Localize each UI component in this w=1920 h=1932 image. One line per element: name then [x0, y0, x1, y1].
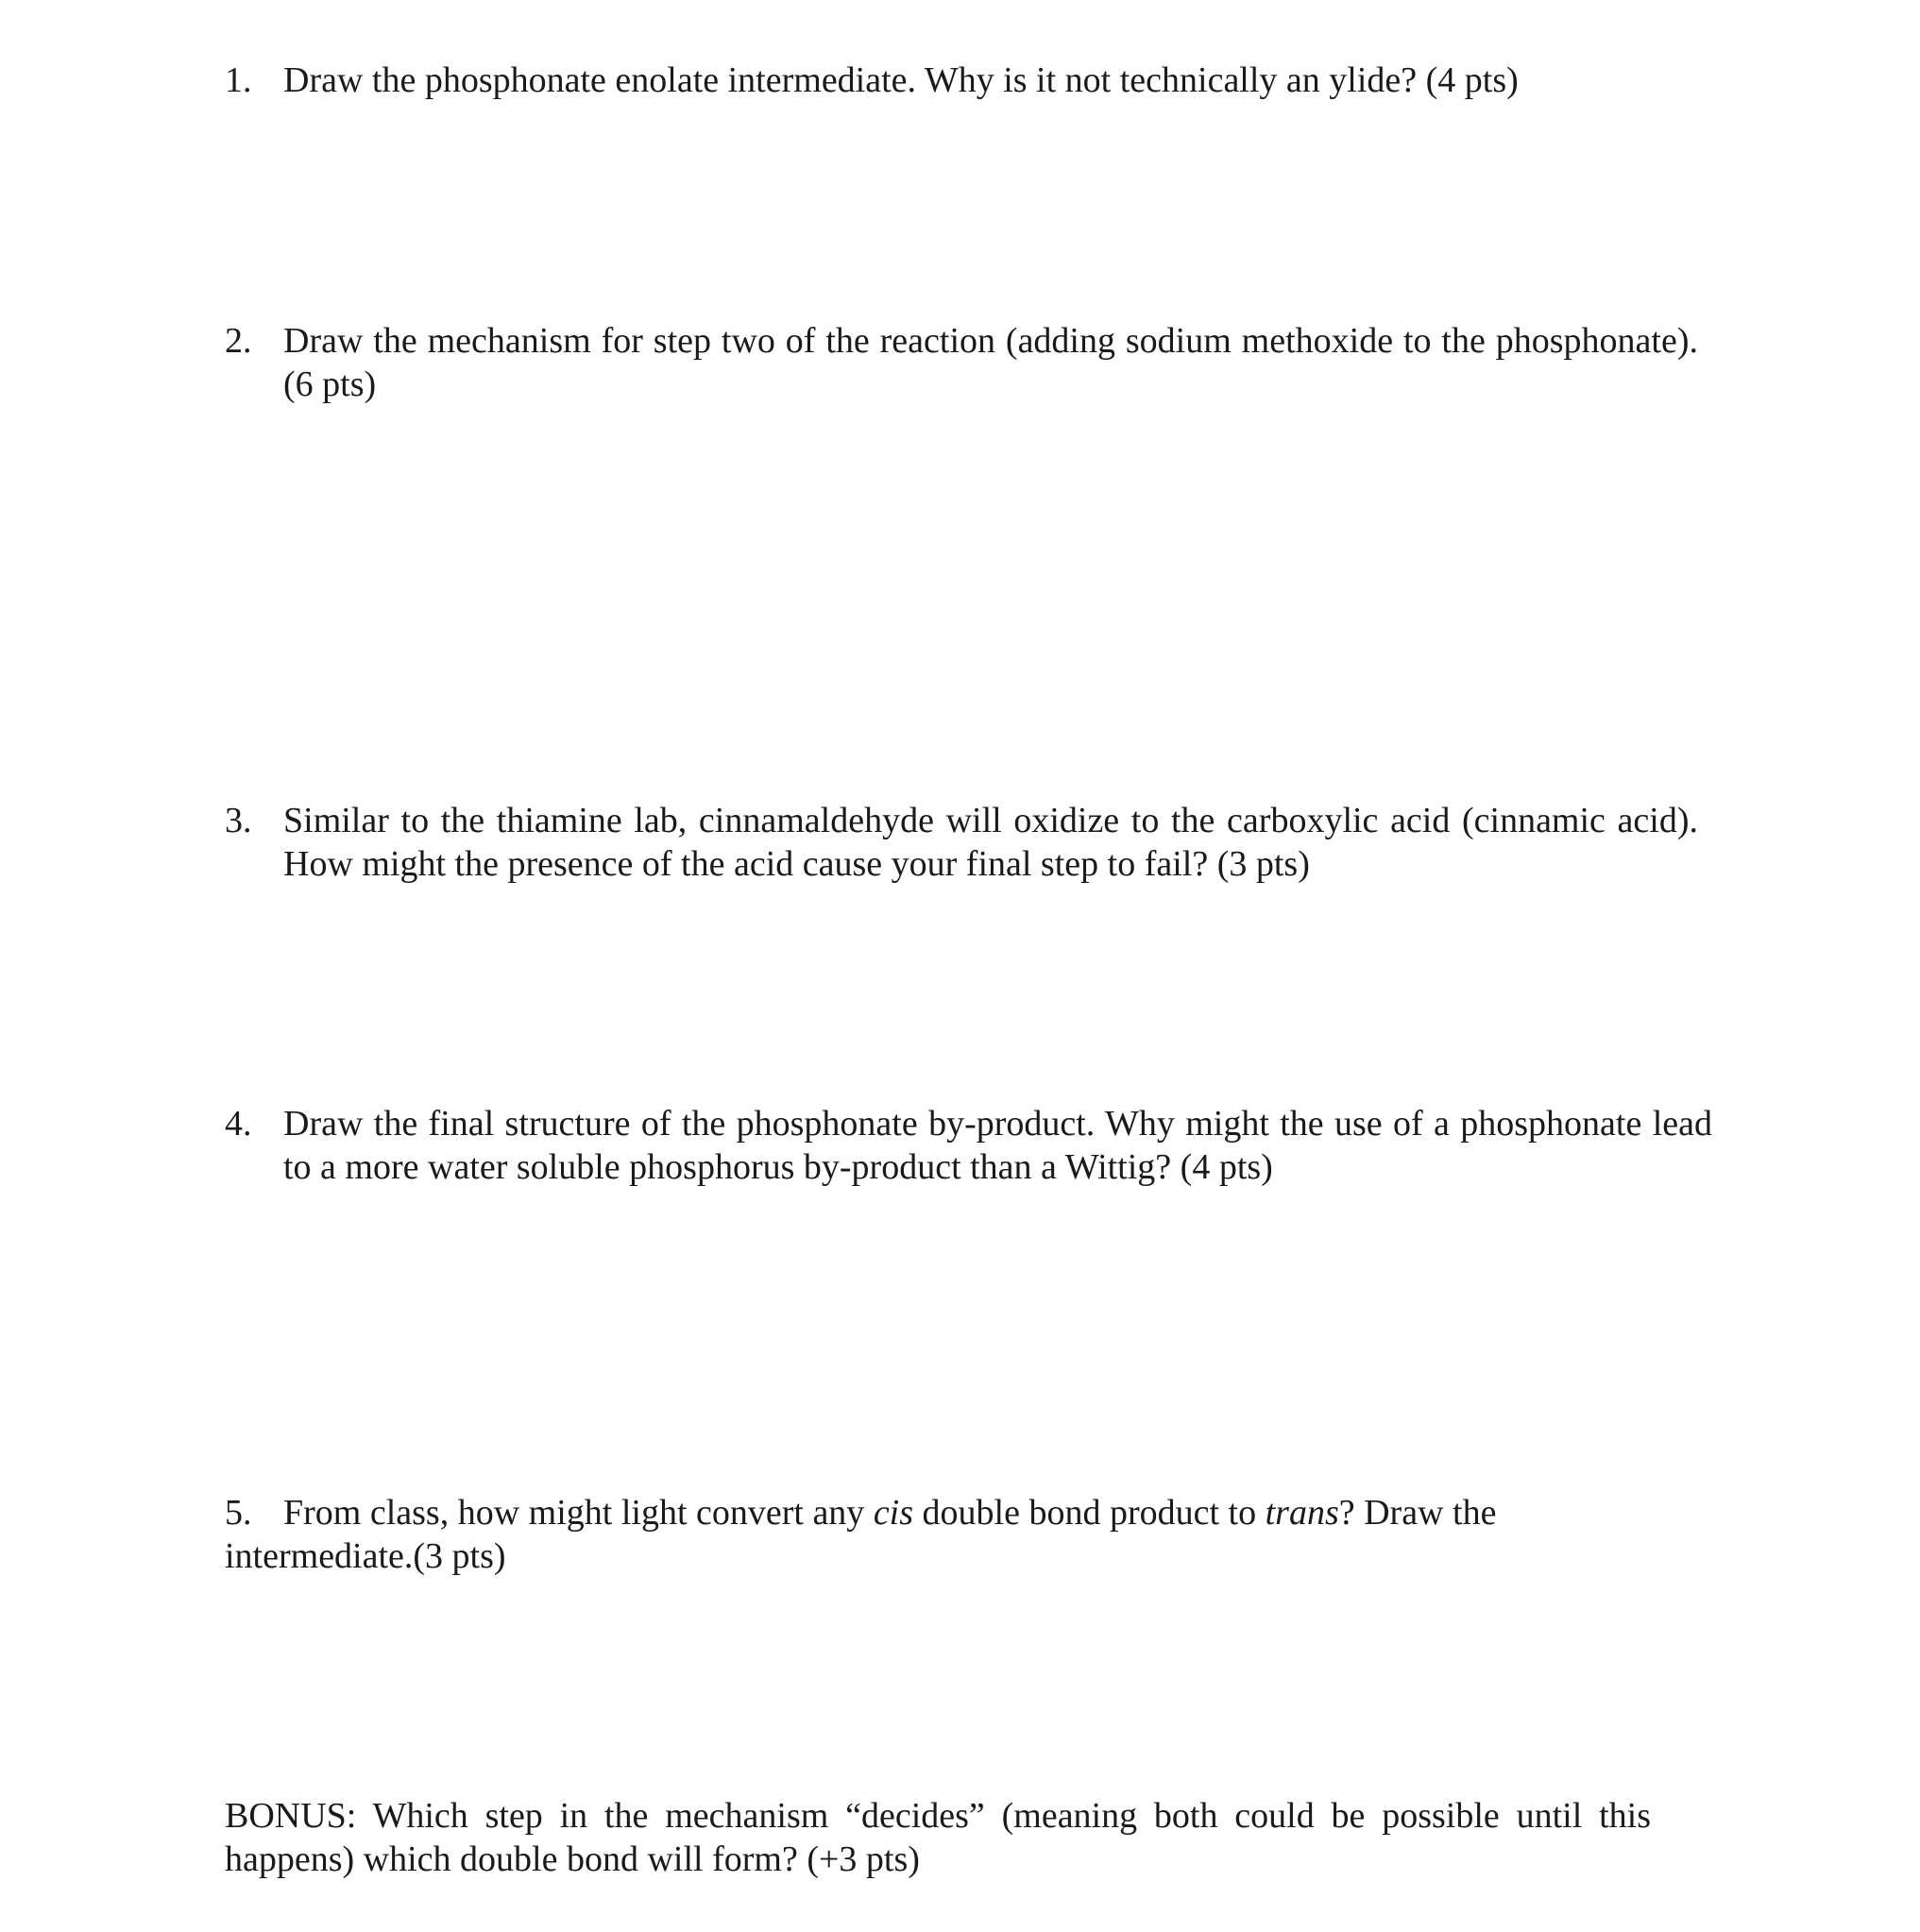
- question-number: 5.: [225, 1493, 252, 1533]
- question-number: 3.: [225, 801, 252, 840]
- italic-term-cis: cis: [873, 1493, 914, 1533]
- question-1: [225, 59, 1698, 102]
- question-text: Draw the final structure of the phosphonate by-product. Why might the use of a phosphonate lead to a more water soluble phosphorus by-product than a Wittig? (4 pts): [283, 1104, 1712, 1187]
- question-text-part: ? Draw the intermediate.(3 pts): [225, 1493, 1497, 1576]
- question-text-part: double bond product to: [913, 1493, 1266, 1533]
- question-number: 1.: [225, 60, 252, 100]
- bonus-text: BONUS: Which step in the mechanism “decides” (meaning both could be possible until this happens) which double bond will form? (+3 pts): [225, 1796, 1651, 1879]
- question-text: Draw the mechanism for step two of the reaction (adding sodium methoxide to the phosphonate). (6 pts): [283, 321, 1698, 404]
- question-text: [225, 1491, 1566, 1578]
- question-number: 2.: [225, 321, 252, 361]
- question-2: [225, 319, 1698, 406]
- question-3: [225, 799, 1698, 886]
- question-5: [225, 1491, 1566, 1578]
- italic-term-trans: trans: [1265, 1493, 1339, 1533]
- question-number: 4.: [225, 1104, 252, 1144]
- question-text: Draw the phosphonate enolate intermediate. Why is it not technically an ylide? (4 pts): [283, 60, 1519, 100]
- question-text: Similar to the thiamine lab, cinnamaldehyde will oxidize to the carboxylic acid (cinnamic acid). How might the presence of the acid cause your final step to fail? (3 pts): [283, 801, 1698, 884]
- question-text-part: From class, how might light convert any: [283, 1493, 874, 1533]
- bonus-question: [225, 1794, 1651, 1881]
- question-4: [225, 1102, 1712, 1189]
